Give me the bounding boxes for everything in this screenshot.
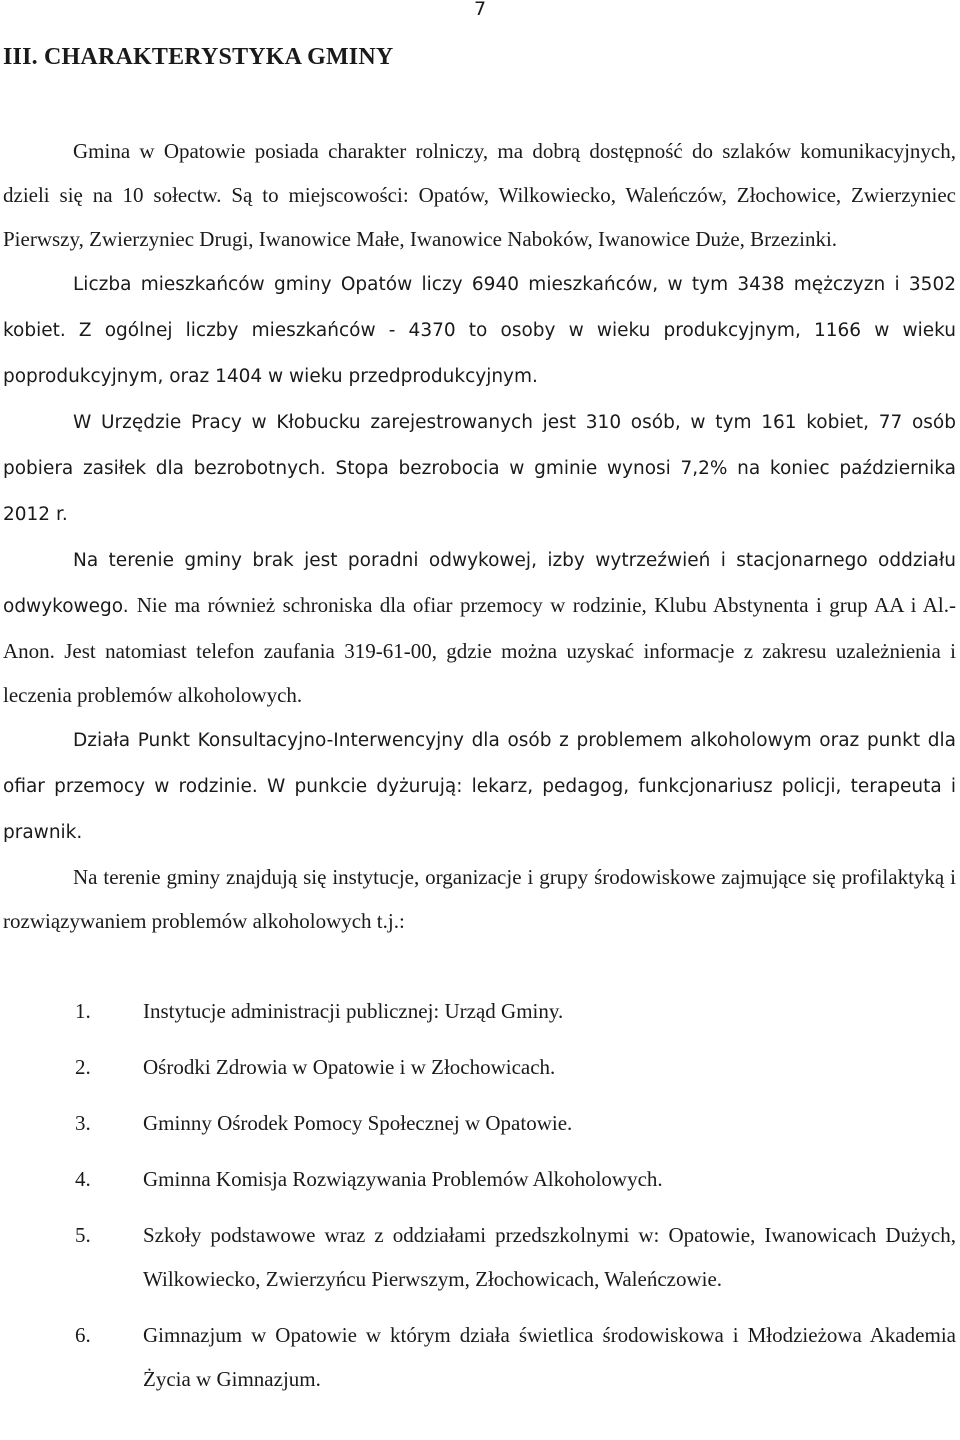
paragraph-text: Liczba mieszkańców gminy Opatów liczy 6940 mieszkańców, w tym 3438 mężczyzn i 3502 kobiet. Z ogólnej liczby mieszkańców - 4370 to osoby w wieku produkcyjnym, 1166 w wieku poprodukcyjnym, oraz 1404 w wieku przedprodukcyjnym. xyxy=(3,274,956,387)
paragraph-text: Działa Punkt Konsultacyjno-Interwencyjny dla osób z problemem alkoholowym oraz punkt dla ofiar przemocy w rodzinie. W punkcie dyżurują: lekarz, pedagog, funkcjonariusz policji, terapeuta i prawnik. xyxy=(3,730,956,843)
institutions-list xyxy=(3,989,956,1413)
list-item xyxy=(3,1313,956,1401)
document-body xyxy=(3,129,956,943)
list-item-text: Gimnazjum w Opatowie w którym działa świetlica środowiskowa i Młodzieżowa Akademia Życia w Gimnazjum. xyxy=(143,1323,956,1391)
paragraph-text: Na terenie gminy brak jest poradni odwykowej, izby wytrzeźwień i stacjonarnego oddziału odwykowego. xyxy=(3,550,956,617)
list-item-number: 4. xyxy=(75,1167,91,1191)
list-item-text: Instytucje administracji publicznej: Urząd Gminy. xyxy=(143,999,564,1023)
list-item-text: Szkoły podstawowe wraz z oddziałami przedszkolnymi w: Opatowie, Iwanowicach Dużych, Wilkowiecko, Zwierzyńcu Pierwszym, Złochowicach, Waleńczowie. xyxy=(143,1223,956,1291)
list-item-number: 1. xyxy=(75,999,91,1023)
paragraph-unemployment xyxy=(3,399,956,537)
list-item xyxy=(3,1213,956,1301)
list-item-text: Ośrodki Zdrowia w Opatowie i w Złochowicach. xyxy=(143,1055,556,1079)
list-item-number: 5. xyxy=(75,1223,91,1247)
list-item-number: 3. xyxy=(75,1111,91,1135)
paragraph-population xyxy=(3,261,956,399)
paragraph-no-facilities xyxy=(3,537,956,717)
list-item xyxy=(3,1101,956,1145)
list-item-number: 2. xyxy=(75,1055,91,1079)
section-heading: III. CHARAKTERYSTYKA GMINY xyxy=(3,44,394,70)
page-number: 7 xyxy=(474,0,487,20)
list-item xyxy=(3,1157,956,1201)
paragraph-gmina-character xyxy=(3,129,956,261)
list-item-text: Gminna Komisja Rozwiązywania Problemów Alkoholowych. xyxy=(143,1167,663,1191)
paragraph-institutions-intro xyxy=(3,855,956,943)
paragraph-text: Nie ma również schroniska dla ofiar przemocy w rodzinie, Klubu Abstynenta i grup AA i Al.-Anon. Jest natomiast telefon zaufania 319-61-00, gdzie można uzyskać informacje z zakresu uzależnienia i leczenia problemów alkoholowych. xyxy=(3,593,956,707)
list-item-text: Gminny Ośrodek Pomocy Społecznej w Opatowie. xyxy=(143,1111,573,1135)
paragraph-text: Na terenie gminy znajdują się instytucje, organizacje i grupy środowiskowe zajmujące się profilaktyką i rozwiązywaniem problemów alkoholowych t.j.: xyxy=(3,865,956,933)
paragraph-text: W Urzędzie Pracy w Kłobucku zarejestrowanych jest 310 osób, w tym 161 kobiet, 77 osób pobiera zasiłek dla bezrobotnych. Stopa bezrobocia w gminie wynosi 7,2% na koniec października 2012 r. xyxy=(3,412,956,525)
list-item xyxy=(3,1045,956,1089)
paragraph-text: Gmina w Opatowie posiada charakter rolniczy, ma dobrą dostępność do szlaków komunikacyjnych, dzieli się na 10 sołectw. Są to miejscowości: Opatów, Wilkowiecko, Waleńczów, Złochowice, Zwierzyniec Pierwszy, Zwierzyniec Drugi, Iwanowice Małe, Iwanowice Naboków, Iwanowice Duże, Brzezinki. xyxy=(3,139,956,251)
list-item xyxy=(3,989,956,1033)
paragraph-consultation-point xyxy=(3,717,956,855)
list-item-number: 6. xyxy=(75,1323,91,1347)
